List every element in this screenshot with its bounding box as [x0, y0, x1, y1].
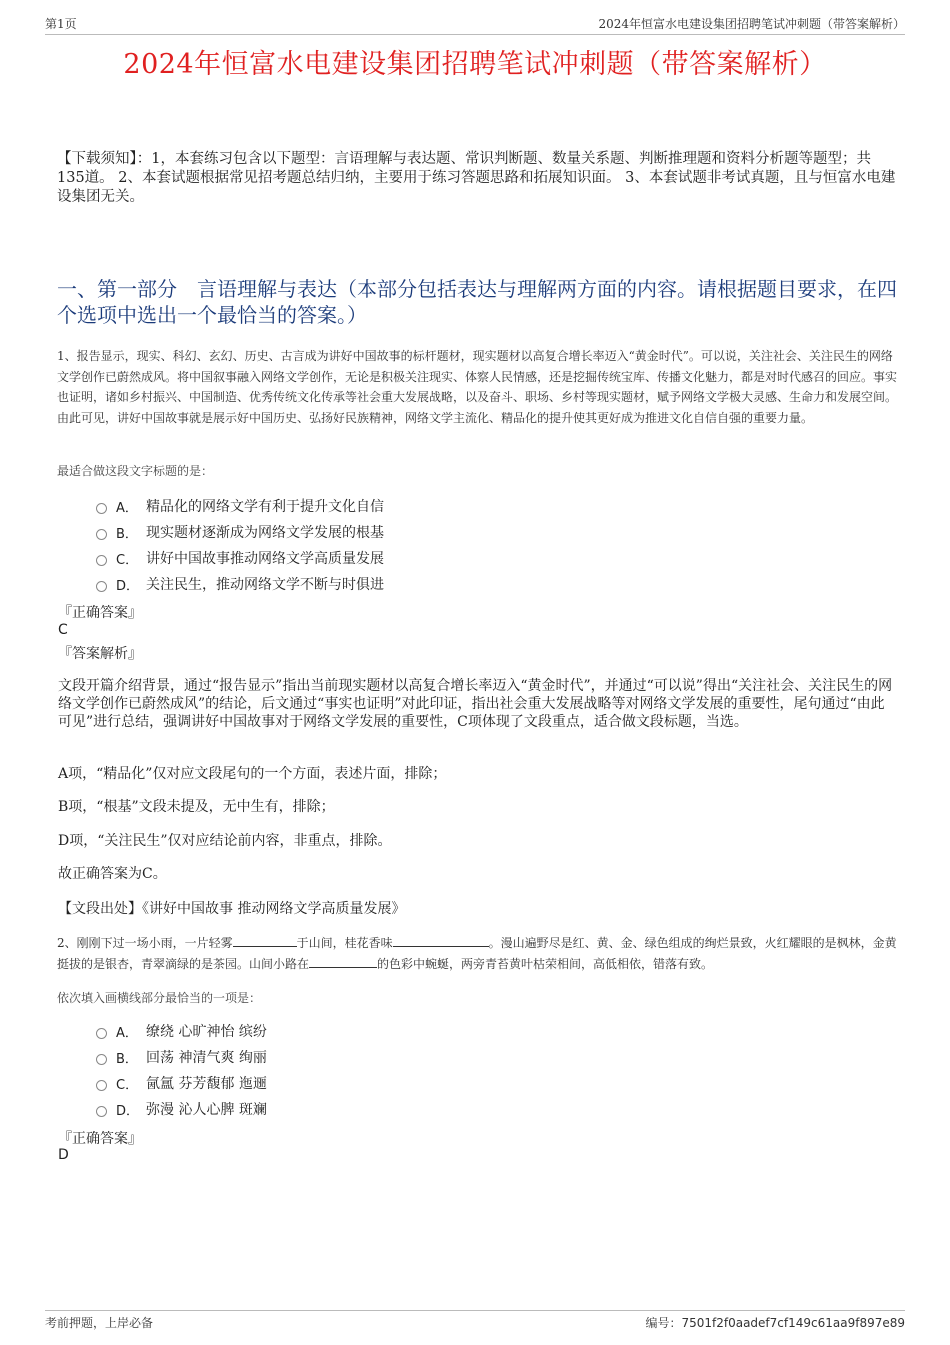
page-footer [45, 1310, 905, 1331]
question-2-option-b[interactable]: B． 回荡 神清气爽 绚丽 [96, 1044, 267, 1070]
header-doc-title: 2024年恒富水电建设集团招聘笔试冲刺题（带答案解析） [598, 17, 905, 31]
question-2-options [96, 1018, 267, 1122]
download-notice: 【下载须知】：1，本套练习包含以下题型：言语理解与表达题、常识判断题、数量关系题、判断推理题和资料分析题等题型；共135道。 2、本套试题根据常见招考题总结归纳，主要用于练习答题思路和拓展知识面。 3、本套试题非考试真题，且与恒富水电建设集团无关。 [57, 151, 896, 205]
question-1-analysis-d: D项，“关注民生”仅对应结论前内容，非重点，排除。 [58, 833, 392, 849]
question-1-analysis-a: A项，“精品化”仅对应文段尾句的一个方面，表述片面，排除； [58, 766, 447, 782]
radio-icon[interactable] [96, 1054, 107, 1065]
question-1-analysis-main: 文段开篇介绍背景，通过“报告显示”指出当前现实题材以高复合增长率迈入“黄金时代”，并通过“可以说”得出“关注社会、关注民生的网络文学创作已蔚然成风”的结论，后文通过“事实也证明”对此印证，指出社会重大发展战略等对网络文学发展的重要性，尾句通过“由此可见”进行总结，强调讲好中国故事对于网络文学发展的重要性，C项体现了文段重点，适合做文段标题，当选。 [58, 678, 893, 730]
question-2-option-c[interactable]: C． 氤氲 芬芳馥郁 迤逦 [96, 1070, 267, 1096]
question-1-option-d[interactable]: D． 关注民生，推动网络文学不断与时俱进 [96, 571, 384, 597]
radio-icon[interactable] [96, 1080, 107, 1091]
blank-1 [233, 934, 297, 947]
radio-icon[interactable] [96, 503, 107, 514]
question-1-option-c[interactable]: C． 讲好中国故事推动网络文学高质量发展 [96, 545, 384, 571]
question-1-answer-label: 『正确答案』 [58, 605, 142, 621]
radio-icon[interactable] [96, 1028, 107, 1039]
page-header [45, 12, 905, 35]
question-2-option-a[interactable]: A． 缭绕 心旷神怡 缤纷 [96, 1018, 267, 1044]
question-2-option-d[interactable]: D． 弥漫 沁人心脾 斑斓 [96, 1096, 267, 1122]
radio-icon[interactable] [96, 1106, 107, 1117]
question-2-text: 2、刚刚下过一场小雨，一片轻雾 于山间，桂花香味 。漫山遍野尽是红、黄、金、绿色组成的绚烂景致，火红耀眼的是枫林，金黄挺拔的是银杏，青翠滴绿的是茶园。山间小路在 的色彩中蜿蜒，两旁青苔黄叶枯荣相间，高低相依，错落有致。 [57, 936, 897, 971]
question-1-prompt: 最适合做这段文字标题的是： [57, 464, 214, 478]
document-title: 2024年恒富水电建设集团招聘笔试冲刺题（带答案解析） [123, 49, 827, 80]
page-number: 第1页 [45, 17, 77, 31]
question-2-answer-label: 『正确答案』 [58, 1131, 142, 1147]
question-2-prompt: 依次填入画横线部分最恰当的一项是： [57, 991, 262, 1005]
footer-slogan: 考前押题，上岸必备 [45, 1316, 154, 1330]
section-title: 一、第一部分 言语理解与表达（本部分包括表达与理解两方面的内容。请根据题目要求，在四个选项中选出一个最恰当的答案。） [57, 277, 897, 327]
radio-icon[interactable] [96, 581, 107, 592]
question-1-answer: C [58, 622, 68, 638]
blank-2 [393, 934, 489, 947]
question-1-analysis-label: 『答案解析』 [58, 646, 142, 662]
question-1-source: 【文段出处】《讲好中国故事 推动网络文学高质量发展》 [58, 901, 406, 917]
question-1-analysis-b: B项，“根基”文段未提及，无中生有，排除； [58, 799, 335, 815]
blank-3 [309, 955, 377, 968]
footer-id: 编号：7501f2f0aadef7cf149c61aa9f897e89 [645, 1316, 905, 1330]
question-1-options [96, 493, 384, 597]
question-1-conclusion: 故正确答案为C。 [58, 866, 167, 882]
question-1-option-a[interactable]: A． 精品化的网络文学有利于提升文化自信 [96, 493, 384, 519]
question-2-answer: D [58, 1147, 69, 1163]
question-1-text: 1、报告显示，现实、科幻、玄幻、历史、古言成为讲好中国故事的标杆题材，现实题材以高复合增长率迈入“黄金时代”。可以说，关注社会、关注民生的网络文学创作已蔚然成风。将中国叙事融入网络文学创作，无论是积极关注现实、体察人民情感，还是挖掘传统宝库、传播文化魅力，都是对时代感召的回应。事实也证明，诸如乡村振兴、中国制造、优秀传统文化传承等社会重大发展战略，以及奋斗、职场、乡村等现实题材，赋予网络文学极大灵感、生命力和发展空间。由此可见，讲好中国故事就是展示好中国历史、弘扬好民族精神，网络文学主流化、精品化的提升使其更好成为推进文化自信自强的重要力量。 [57, 349, 898, 425]
radio-icon[interactable] [96, 555, 107, 566]
radio-icon[interactable] [96, 529, 107, 540]
question-1-option-b[interactable]: B． 现实题材逐渐成为网络文学发展的根基 [96, 519, 384, 545]
